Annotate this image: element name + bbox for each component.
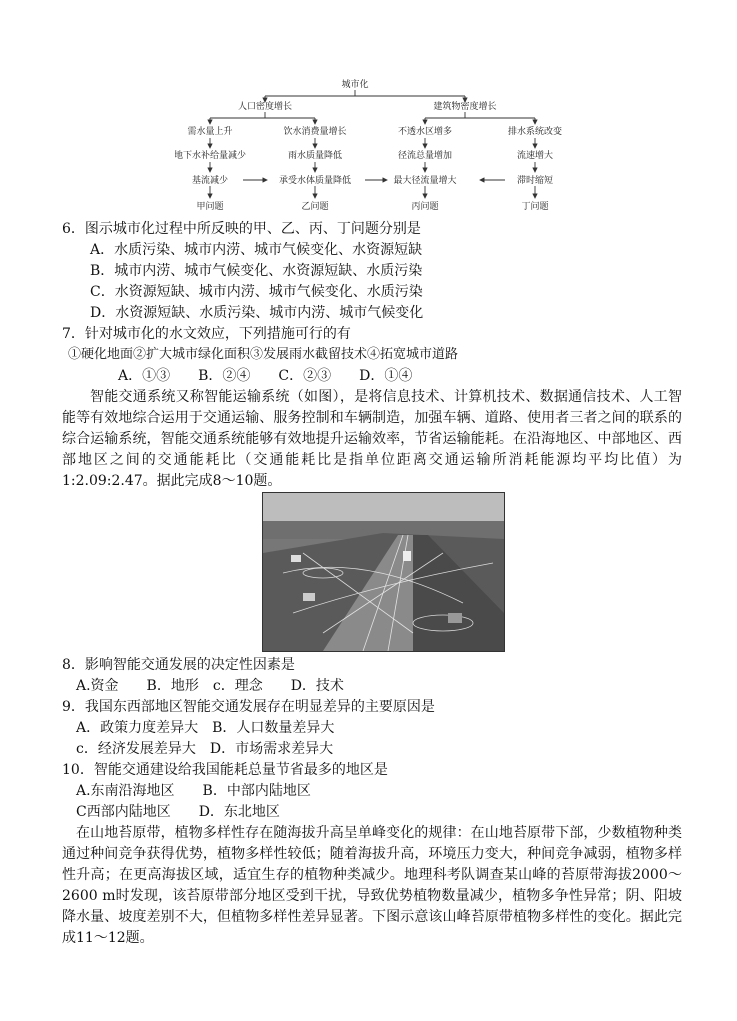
passage-tundra-biodiversity: 在山地苔原带，植物多样性存在随海拔升高呈单峰变化的规律：在山地苔原带下部，少数植物种类通过种间竞争获得优势，植物多样性较低；随着海拔升高，环境压力变大，种间竞争减弱，植物多样性升高；在更高海拔区域，适宜生存的植物种类减少。地理科考队调查某山峰的苔原带海拔2000～2600 m时发现，该苔原带部分地区受到干扰，导致优势植物数量减少，植物多争性异常；阴、阳坡降水量、坡度差别不大，但植物多样性差异显著。下图示意该山峰苔原带植物多样性的变化。据此完成11～12题。 <box>62 825 682 946</box>
q9-options-row2: c．经济发展差异大 D．市场需求差异大 <box>76 741 334 757</box>
highway-illustration <box>263 493 504 651</box>
node-top: 城市化 <box>341 80 369 90</box>
q6-option-a: A．水质污染、城市内涝、城市气候变化、水资源短缺 <box>90 242 423 258</box>
q10-options-row2: C西部内陆地区 D．东北地区 <box>76 804 280 820</box>
q7-options: A．①③ B．②④ C．②③ D．①④ <box>118 368 413 384</box>
q8-stem: 8．影响智能交通发展的决定性因素是 <box>62 657 295 673</box>
node-r2-2: 径流总量增加 <box>397 151 453 161</box>
q6-option-d: D．水资源短缺、水质污染、城市内涝、城市气候变化 <box>90 305 424 321</box>
node-problem-ding: 丁问题 <box>521 202 549 212</box>
q9-stem: 9．我国东西部地区智能交通发展存在明显差异的主要原因是 <box>62 699 435 715</box>
node-r3-2: 最大径流量增大 <box>393 176 457 186</box>
q7-items: ①硬化地面②扩大城市绿化面积③发展雨水截留技术④拓宽城市道路 <box>68 347 459 362</box>
node-problem-bing: 丙问题 <box>411 202 439 212</box>
q10-options-row1: A.东南沿海地区 B．中部内陆地区 <box>76 783 311 799</box>
q6-option-c: C．水资源短缺、城市内涝、城市气候变化、水质污染 <box>90 284 423 300</box>
smart-highway-photo <box>262 492 505 652</box>
node-r3-0: 基流减少 <box>191 176 229 186</box>
node-r3-1: 承受水体质量降低 <box>278 176 352 186</box>
node-r2-1: 雨水质量降低 <box>287 151 343 161</box>
node-r2-0: 地下水补给量减少 <box>175 151 247 161</box>
node-problem-yi: 乙问题 <box>301 202 329 212</box>
node-r2-3: 流速增大 <box>516 151 554 161</box>
node-population-density: 人口密度增长 <box>237 102 293 112</box>
node-problem-jia: 甲问题 <box>196 202 224 212</box>
q6-stem: 6．图示城市化过程中所反映的甲、乙、丙、丁问题分别是 <box>62 221 421 237</box>
node-r3-3: 滞时缩短 <box>516 176 554 186</box>
q9-options-row1: A．政策力度差异大 B．人口数量差异大 <box>76 720 335 736</box>
node-r1-1: 饮水消费量增长 <box>283 127 347 137</box>
q8-options: A.资金 B．地形 c．理念 D．技术 <box>76 678 344 694</box>
q7-stem: 7．针对城市化的水文效应，下列措施可行的有 <box>62 326 351 342</box>
node-r1-3: 排水系统改变 <box>507 127 563 137</box>
urbanization-flow-diagram <box>175 76 585 214</box>
node-building-density: 建筑物密度增长 <box>433 102 497 112</box>
passage-smart-transport: 智能交通系统又称智能运输系统（如图），是将信息技术、计算机技术、数据通信技术、人工智能等有效地综合运用于交通运输、服务控制和车辆制造，加强车辆、道路、使用者三者之间的联系的综合运输系统，智能交通系统能够有效地提升运输效率，节省运输能耗。在沿海地区、中部地区、西部地区之间的交通能耗比（交通能耗比是指单位距离交通运输所消耗能源均平均比值）为1:2.09:2.47。据此完成8～10题。 <box>62 389 682 489</box>
node-r1-0: 需水量上升 <box>187 127 233 137</box>
q10-stem: 10．智能交通建设给我国能耗总量节省最多的地区是 <box>62 762 388 778</box>
node-r1-2: 不透水区增多 <box>397 127 453 137</box>
q6-option-b: B．城市内涝、城市气候变化、水资源短缺、水质污染 <box>90 263 423 279</box>
flow-diagram-svg <box>175 76 585 214</box>
